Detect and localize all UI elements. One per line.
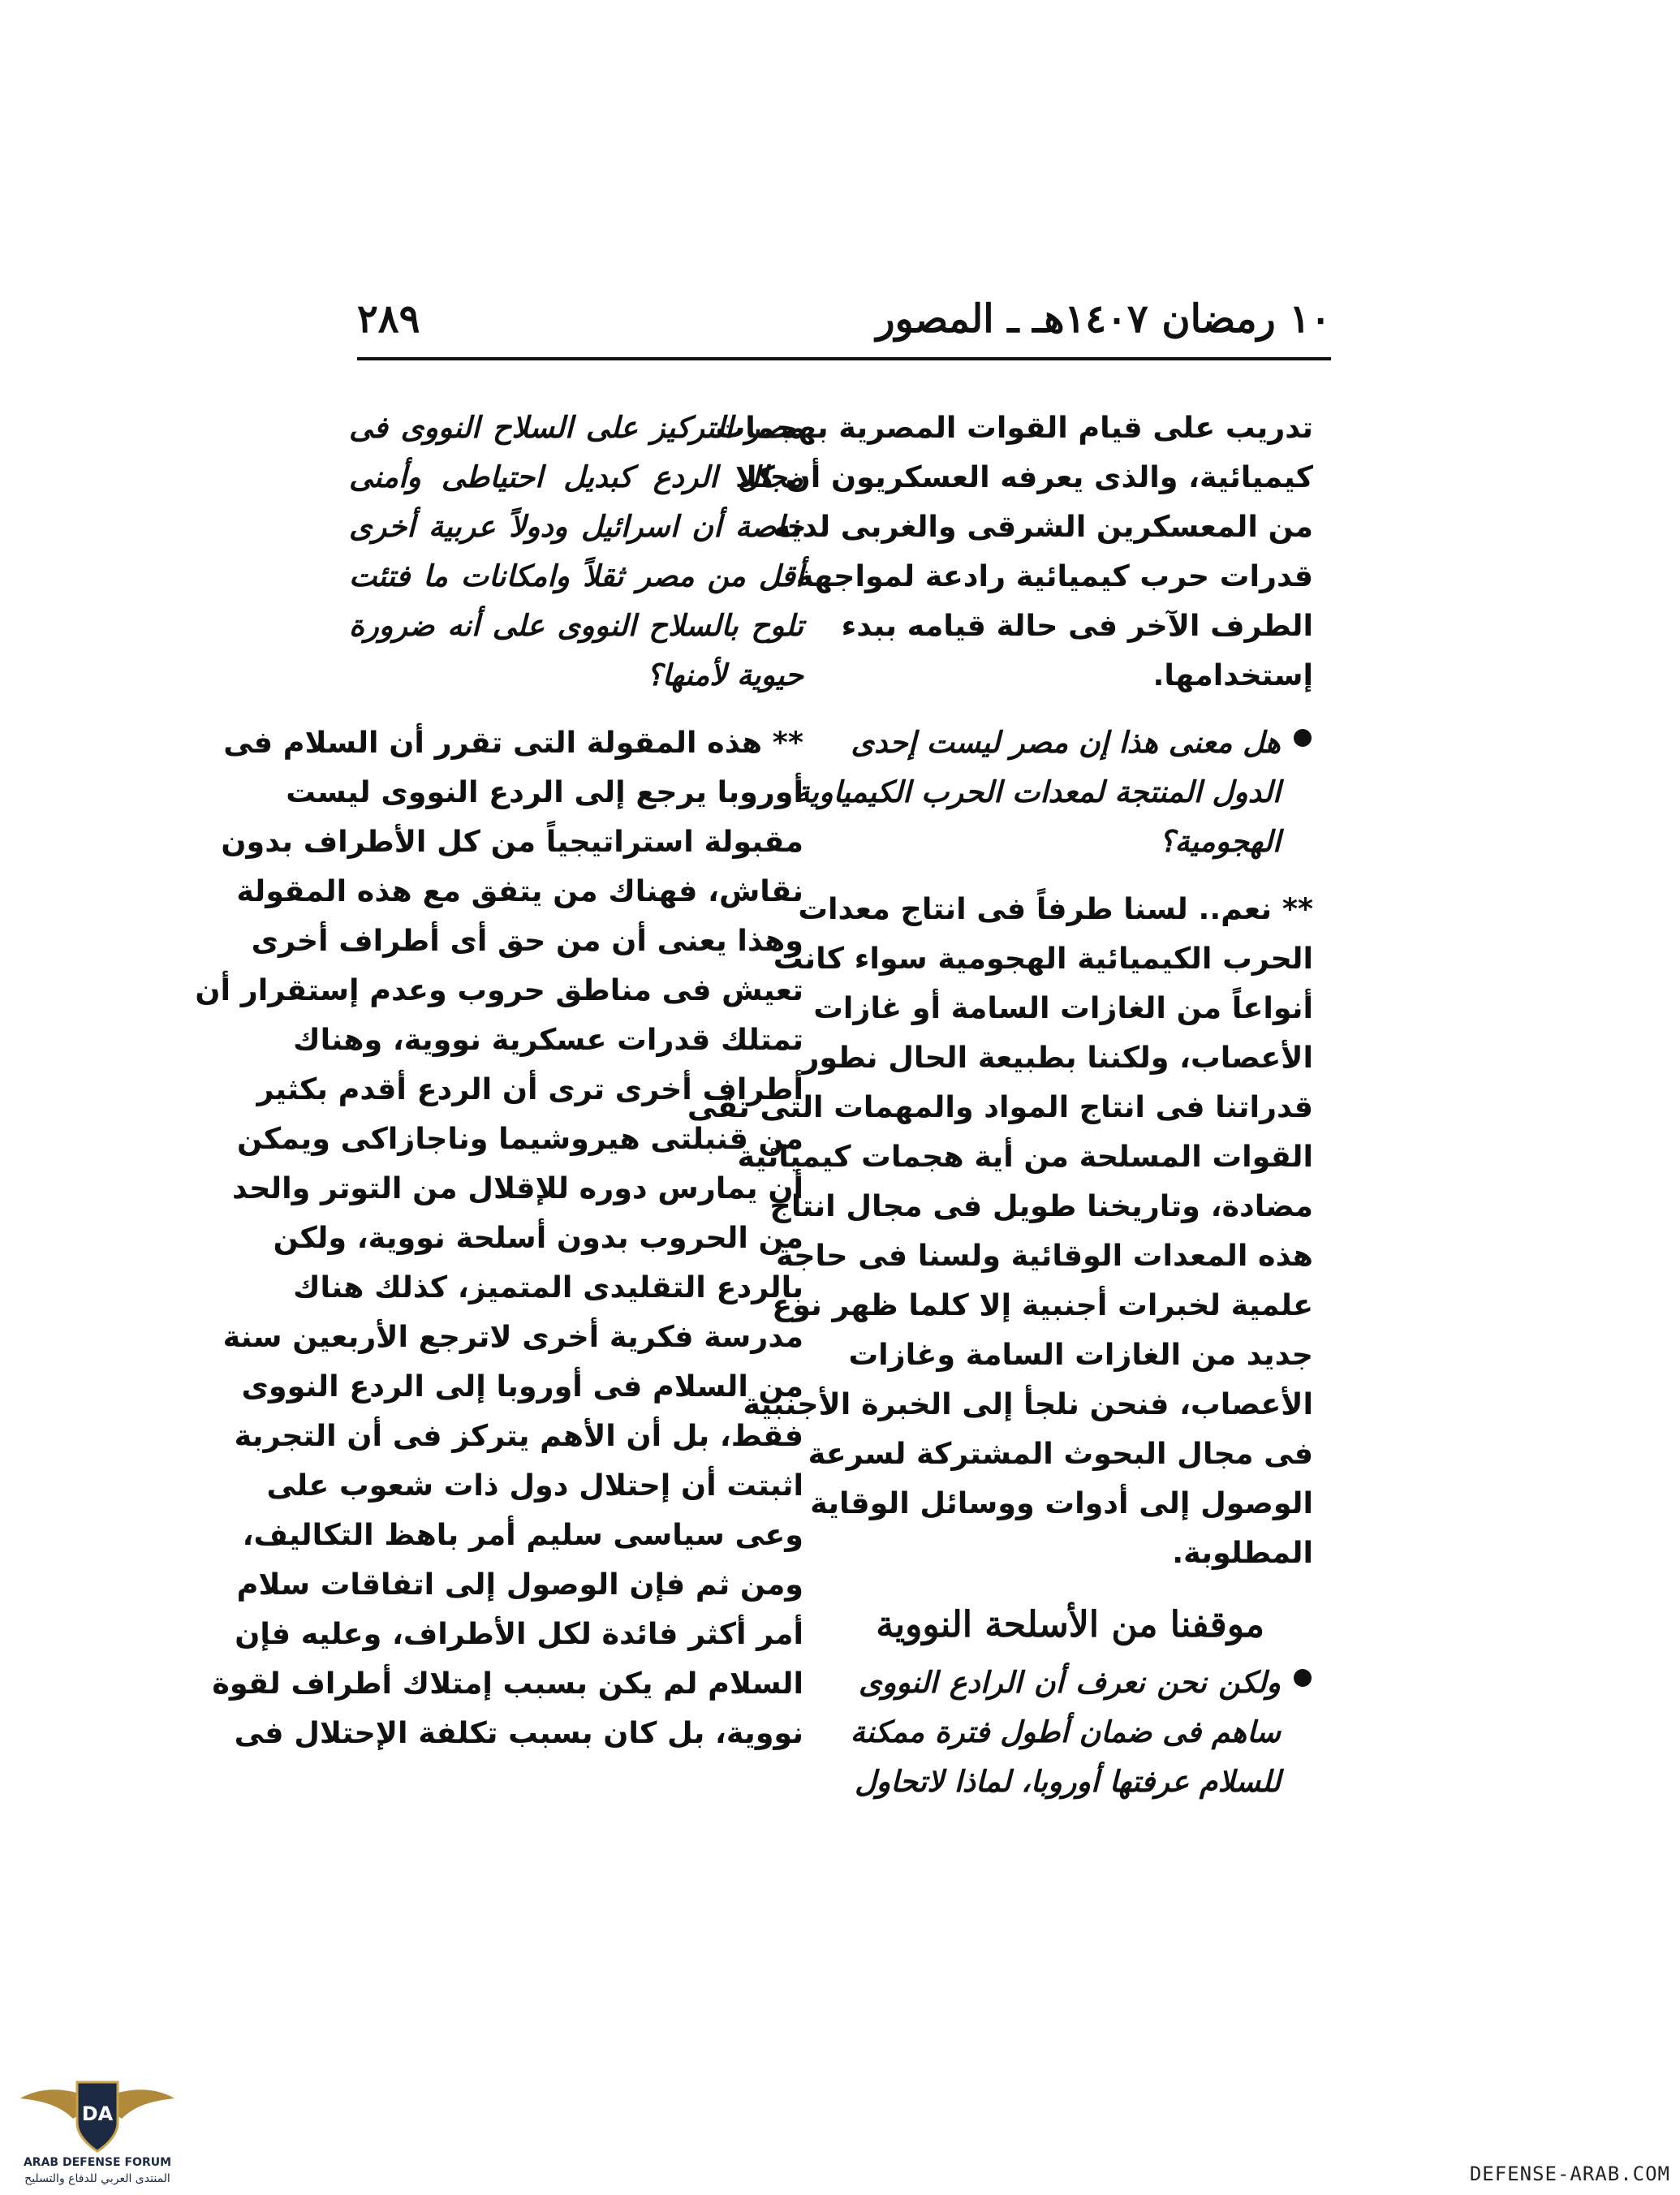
header-rule <box>357 357 1331 360</box>
logo-name: ARAB DEFENSE FORUM <box>23 2156 172 2169</box>
forum-logo <box>16 2062 179 2192</box>
paragraph-2 <box>687 884 1313 1577</box>
text-line: اثبتت أن إحتلال دول ذات شعوب على <box>266 1468 803 1503</box>
text-line: ومن ثم فإن الوصول إلى اتفاقات سلام <box>236 1567 803 1602</box>
text-line: علمية لخبرات أجنبية إلا كلما ظهر نوع <box>772 1287 1313 1322</box>
text-line: الحرب الكيميائية الهجومية سواء كانت <box>773 941 1313 976</box>
bullet-icon <box>1294 1669 1312 1687</box>
page-number: ٢٨٩ <box>357 296 420 342</box>
text-line: هل معنى هذا إن مصر ليست إحدى <box>851 725 1281 760</box>
forum-logo-icon <box>16 2062 179 2192</box>
text-line: تدريب على قيام القوات المصرية بهجمات <box>715 410 1313 445</box>
text-line: تمتلك قدرات عسكرية نووية، وهناك <box>293 1022 803 1057</box>
text-line: فقط، بل أن الأهم يتركز فى أن التجربة <box>234 1418 803 1453</box>
text-line: قدراتنا فى انتاج المواد والمهمات التى تقى <box>687 1089 1313 1124</box>
text-line: خاصة أن اسرائيل ودولاً عربية أخرى <box>349 509 803 544</box>
text-line: السلام لم يكن بسبب إمتلاك أطراف لقوة <box>212 1666 803 1701</box>
bullet-icon <box>1294 729 1312 747</box>
left-column <box>195 403 803 1775</box>
text-line: المطلوبة. <box>1172 1535 1313 1570</box>
text-line: أوروبا يرجع إلى الردع النووى ليست <box>286 774 803 809</box>
header-date: ١٠ رمضان ١٤٠٧هـ ـ المصور <box>876 296 1331 342</box>
text-line: من قنبلتى هيروشيما وناجازاكى ويمكن <box>237 1121 803 1156</box>
text-line: جديد من الغازات السامة وغازات <box>848 1337 1313 1372</box>
text-line: الطرف الآخر فى حالة قيامه ببدء <box>841 608 1313 643</box>
text-line: مقبولة استراتيجياً من كل الأطراف بدون <box>221 824 803 859</box>
text-line: من المعسكرين الشرقى والغربى لديه <box>773 509 1313 544</box>
text-line: وعى سياسى سليم أمر باهظ التكاليف، <box>242 1517 803 1552</box>
text-line: بالردع التقليدى المتميز، كذلك هناك <box>293 1270 803 1304</box>
page-header <box>357 296 1331 353</box>
text-line: ساهم فى ضمان أطول فترة ممكنة <box>850 1714 1281 1749</box>
text-line: القوات المسلحة من أية هجمات كيميائية <box>737 1139 1313 1174</box>
text-line: الدول المنتجة لمعدات الحرب الكيمياوية <box>795 774 1281 809</box>
text-line: إستخدامها. <box>1152 658 1313 692</box>
text-line: نووية، بل كان بسبب تكلفة الإحتلال فى <box>234 1715 803 1750</box>
text-line: أن يمارس دوره للإقلال من التوتر والحد <box>232 1171 803 1205</box>
paragraph-3 <box>195 718 803 1757</box>
text-line: الوصول إلى أدوات ووسائل الوقاية <box>810 1486 1313 1520</box>
text-line: الأعصاب، ولكننا بطبيعة الحال نطور <box>802 1040 1313 1075</box>
logo-abbr: DA <box>81 2102 114 2125</box>
text-line: أقل من مصر ثقلاً وامكانات ما فتئت <box>349 558 803 593</box>
text-line: نقاش، فهناك من يتفق مع هذه المقولة <box>236 873 803 908</box>
text-line: الأعصاب، فنحن نلجأ إلى الخبرة الأجنبية <box>743 1386 1313 1421</box>
text-line: مجال الردع كبديل احتياطى وأمنى <box>349 459 803 494</box>
question-2 <box>850 1658 1313 1806</box>
text-line: وهذا يعنى أن من حق أى أطراف أخرى <box>251 923 803 958</box>
text-line: تلوح بالسلاح النووى على أنه ضرورة <box>349 608 803 643</box>
text-line: ** هذه المقولة التى تقرر أن السلام فى <box>223 725 803 760</box>
text-line: هذه المعدات الوقائية ولسنا فى حاجة <box>776 1238 1313 1273</box>
question-1 <box>795 718 1313 866</box>
text-line: كيميائية، والذى يعرفه العسكريون أن كلا <box>734 459 1313 494</box>
text-line: قدرات حرب كيميائية رادعة لمواجهة <box>795 558 1313 593</box>
text-line: من السلام فى أوروبا إلى الردع النووى <box>241 1369 803 1404</box>
text-line: الهجومية؟ <box>1158 824 1281 859</box>
logo-arabic: المنتدى العربي للدفاع والتسليح <box>24 2172 170 2185</box>
text-line: أنواعاً من الغازات السامة أو غازات <box>813 990 1313 1025</box>
text-line: ** نعم.. لسنا طرفاً فى انتاج معدات <box>798 891 1313 926</box>
question-2-continued <box>349 403 803 700</box>
text-line: أمر أكثر فائدة لكل الأطراف، وعليه فإن <box>235 1616 803 1651</box>
text-line: من الحروب بدون أسلحة نووية، ولكن <box>273 1220 803 1255</box>
website-watermark: DEFENSE-ARAB.COM <box>1469 2163 1670 2185</box>
text-line: مدرسة فكرية أخرى لاترجع الأربعين سنة <box>222 1319 803 1354</box>
text-line: للسلام عرفتها أوروبا، لماذا لاتحاول <box>855 1764 1281 1799</box>
text-line: مضادة، وتاريخنا طويل فى مجال انتاج <box>769 1188 1313 1223</box>
text-line: حيوية لأمنها؟ <box>646 658 803 692</box>
text-line: أطراف أخرى ترى أن الردع أقدم بكثير <box>256 1072 803 1106</box>
text-line: مصر التركيز على السلاح النووى فى <box>349 410 803 445</box>
text-line: تعيش فى مناطق حروب وعدم إستقرار أن <box>195 972 803 1007</box>
text-line: ولكن نحن نعرف أن الرادع النووى <box>859 1665 1281 1700</box>
section-heading: موقفنا من الأسلحة النووية <box>876 1604 1264 1645</box>
text-line: فى مجال البحوث المشتركة لسرعة <box>808 1436 1313 1471</box>
